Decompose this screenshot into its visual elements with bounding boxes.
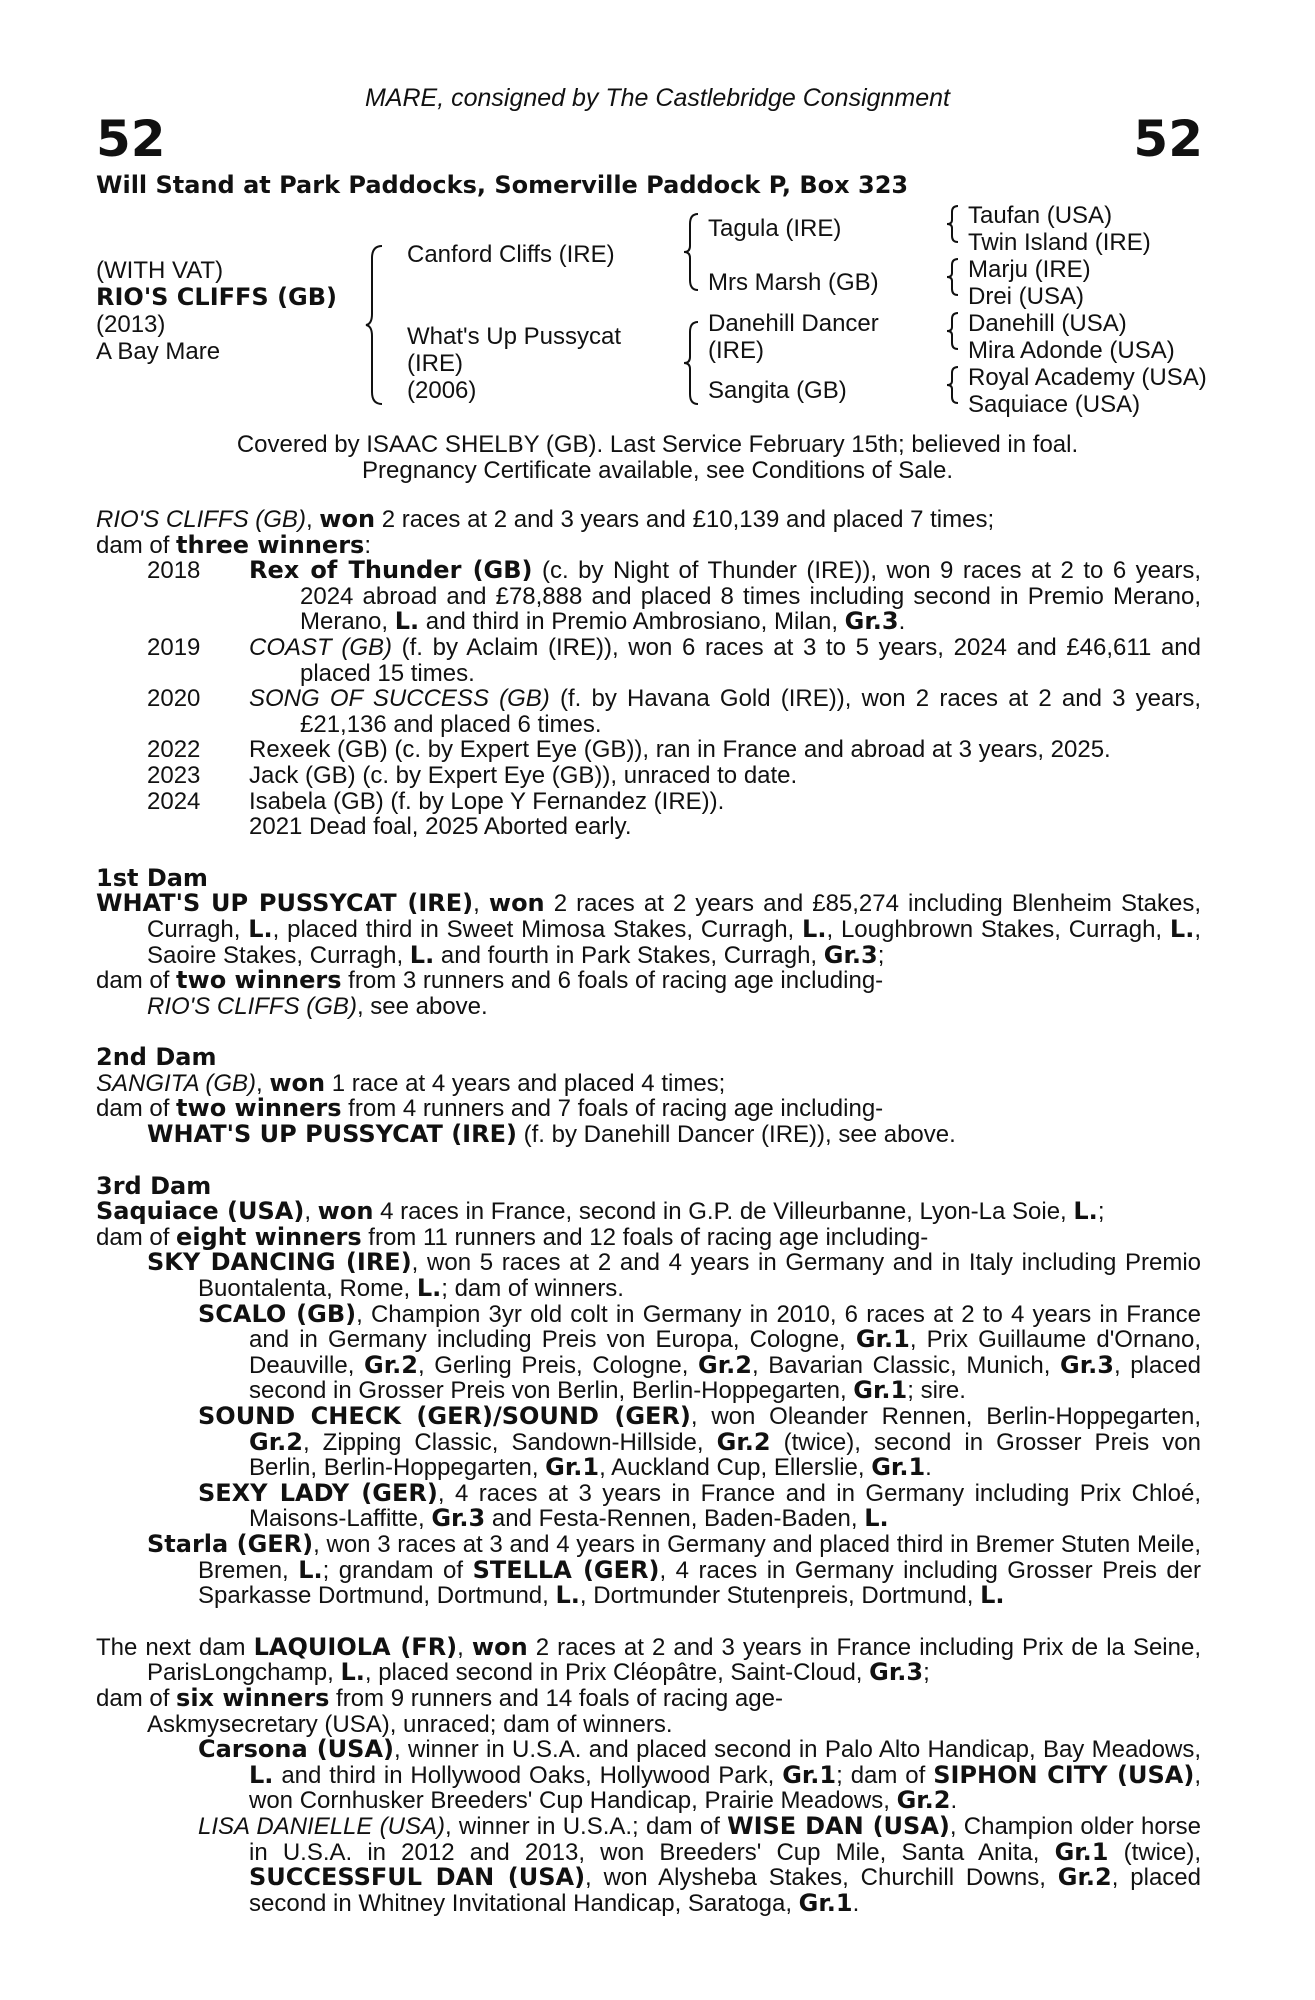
horse-description: A Bay Mare: [96, 338, 221, 365]
brace-g4: [944, 365, 964, 405]
third-dam-record: Saquiace (USA), won 4 races in France, second in G.P. de Villeurbanne, Lyon-La Soie, L.;: [96, 1197, 1105, 1226]
pedigree-g2: Twin Island (IRE): [968, 229, 1151, 256]
pedigree-sire: Canford Cliffs (IRE): [407, 241, 615, 268]
pedigree-dam-line1: What's Up Pussycat: [407, 323, 621, 350]
covered-note: [0, 432, 1315, 484]
next-dam-record: The next dam LAQUIOLA (FR), won 2 races at 2 and 3 years in France including Prix de la Seine, ParisLongchamp, L., placed second in Prix Cléopâtre, Saint-Cloud, Gr.3;: [96, 1632, 1201, 1687]
produce-note: 2021 Dead foal, 2025 Aborted early.: [249, 813, 632, 841]
first-dam-dam-of: dam of two winners from 3 runners and 6 foals of racing age including-: [96, 966, 884, 995]
pedigree-g6: Mira Adonde (USA): [968, 337, 1175, 364]
covered-line1: Covered by ISAAC SHELBY (GB). Last Service February 15th; believed in foal.: [236, 431, 1079, 458]
offspring-sexy-lady: SEXY LADY (GER), 4 races at 3 years in France and in Germany including Prix Chloé, Maisons-Laffitte, Gr.3 and Festa-Rennen, Baden-Baden, L.: [198, 1478, 1201, 1533]
produce-item-2020: 2020 SONG OF SUCCESS (GB) (f. by Havana Gold (IRE)), won 2 races at 2 and 3 years, £21,136 and placed 6 times.: [147, 685, 1201, 738]
offspring-carsona: Carsona (USA), winner in U.S.A. and placed second in Palo Alto Handicap, Bay Meadows, L. and third in Hollywood Oaks, Hollywood Park, Gr.1; dam of SIPHON CITY (USA), won Cornhusker Breeders' Cup Handicap, Prairie Meadows, Gr.2.: [198, 1735, 1202, 1815]
produce-dam-of: dam of three winners:: [96, 530, 371, 559]
produce-item-2024: 2024 Isabela (GB) (f. by Lope Y Fernandez (IRE)).: [147, 787, 725, 815]
pedigree-sire-dam: Mrs Marsh (GB): [708, 269, 879, 296]
pedigree-g4: Drei (USA): [968, 283, 1085, 310]
offspring-scalo: SCALO (GB), Champion 3yr old colt in Germany in 2010, 6 races at 2 to 4 years in France and in Germany including Preis von Europa, Cologne, Gr.1, Prix Guillaume d'Ornano, Deauville, Gr.2, Gerling Preis, Cologne, Gr.2, Bavarian Classic, Munich, Gr.3, placed second in Grosser Preis von Berlin, Berlin-Hoppegarten, Gr.1; sire.: [198, 1299, 1202, 1405]
pedigree-brace-main: [364, 244, 388, 406]
pedigree-g5: Danehill (USA): [968, 310, 1127, 337]
pedigree-dam-sire-line2: (IRE): [708, 337, 764, 364]
first-dam-record: WHAT'S UP PUSSYCAT (IRE), won 2 races at 2 years and £85,274 including Blenheim Stakes, Curragh, L., placed third in Sweet Mimosa Stakes, Curragh, L., Loughbrown Stakes, Curragh, L., Saoire Stakes, Curragh, L. and fourth in Park Stakes, Curragh, Gr.3;: [96, 889, 1202, 969]
offspring-sound-check: SOUND CHECK (GER)/SOUND (GER), won Oleander Rennen, Berlin-Hoppegarten, Gr.2, Zipping Classic, Sandown-Hillside, Gr.2 (twice), second in Grosser Preis von Berlin, Berlin-Hoppegarten, Gr.1, Auckland Cup, Ellerslie, Gr.1.: [198, 1402, 1201, 1482]
pedigree-dam-line3: (2006): [407, 377, 477, 404]
next-dam-dam-of: dam of six winners from 9 runners and 14 foals of racing age-: [96, 1683, 783, 1712]
second-dam-dam-of: dam of two winners from 4 runners and 7 foals of racing age including-: [96, 1094, 884, 1123]
pedigree-dam-line2: (IRE): [407, 350, 463, 377]
brace-g3: [944, 311, 964, 351]
produce-item-2022: 2022 Rexeek (GB) (c. by Expert Eye (GB)), ran in France and abroad at 3 years, 2025.: [147, 736, 1111, 764]
pedigree-g8: Saquiace (USA): [968, 391, 1141, 418]
lot-number-left: 52: [96, 110, 166, 168]
first-dam-heading: 1st Dam: [96, 863, 208, 892]
pedigree-dam-dam: Sangita (GB): [708, 377, 847, 404]
pedigree-brace-sire: [682, 212, 704, 292]
second-dam-record: SANGITA (GB), won 1 race at 4 years and placed 4 times;: [96, 1068, 726, 1097]
third-dam-heading: 3rd Dam: [96, 1171, 212, 1200]
pedigree-sire-sire: Tagula (IRE): [708, 215, 842, 242]
produce-intro: RIO'S CLIFFS (GB), won 2 races at 2 and 3 years and £10,139 and placed 7 times;: [96, 505, 995, 533]
horse-year: (2013): [96, 311, 166, 338]
produce-item-2018: 2018 Rex of Thunder (GB) (c. by Night of Thunder (IRE)), won 9 races at 2 to 6 years, 2024 abroad and £78,888 and placed 8 times including second in Premio Merano, Merano, L. and third in Premio Ambrosiano, Milan, Gr.3.: [147, 556, 1201, 636]
brace-g1: [944, 204, 964, 244]
brace-g2: [944, 257, 964, 297]
stand-location: Will Stand at Park Paddocks, Somerville Paddock P, Box 323: [96, 171, 909, 199]
produce-item-2019: 2019 COAST (GB) (f. by Aclaim (IRE)), won 6 races at 3 to 5 years, 2024 and £46,611 and placed 15 times.: [147, 633, 1202, 687]
covered-line2: Pregnancy Certificate available, see Conditions of Sale.: [362, 457, 953, 484]
vat-note: (WITH VAT): [96, 257, 224, 284]
offspring-askmysecretary: Askmysecretary (USA), unraced; dam of winners.: [147, 1710, 673, 1738]
offspring-starla: Starla (GER), won 3 races at 3 and 4 years in Germany and placed third in Bremer Stuten Meile, Bremen, L.; grandam of STELLA (GER), 4 races in Germany including Grosser Preis der Sparkasse Dortmund, Dortmund, L., Dortmunder Stutenpreis, Dortmund, L.: [147, 1529, 1202, 1610]
produce-item-2023: 2023 Jack (GB) (c. by Expert Eye (GB)), unraced to date.: [147, 761, 798, 789]
consignor-line: MARE, consigned by The Castlebridge Consignment: [364, 84, 951, 112]
horse-name: RIO'S CLIFFS (GB): [96, 283, 337, 311]
offspring-lisa-danielle: LISA DANIELLE (USA), winner in U.S.A.; dam of WISE DAN (USA), Champion older horse in U.S.A. in 2012 and 2013, won Breeders' Cup Mile, Santa Anita, Gr.1 (twice), SUCCESSFUL DAN (USA), won Alysheba Stakes, Churchill Downs, Gr.2, placed second in Whitney Invitational Handicap, Saratoga, Gr.1.: [198, 1811, 1202, 1917]
pedigree-dam-sire-line1: Danehill Dancer: [708, 310, 879, 337]
pedigree-g3: Marju (IRE): [968, 256, 1091, 283]
second-dam-offspring: WHAT'S UP PUSSYCAT (IRE) (f. by Danehill Dancer (IRE)), see above.: [147, 1120, 956, 1149]
lot-number-right: 52: [1133, 110, 1203, 168]
second-dam-heading: 2nd Dam: [96, 1043, 217, 1072]
pedigree-g7: Royal Academy (USA): [968, 364, 1207, 391]
pedigree-brace-dam: [682, 320, 704, 406]
third-dam-dam-of: dam of eight winners from 11 runners and 12 foals of racing age including-: [96, 1222, 929, 1251]
offspring-sky-dancing: SKY DANCING (IRE), won 5 races at 2 and 4 years in Germany and in Italy including Premio Buontalenta, Rome, L.; dam of winners.: [147, 1248, 1202, 1303]
pedigree-g1: Taufan (USA): [968, 202, 1113, 229]
catalogue-body: [96, 507, 1201, 1916]
first-dam-offspring: RIO'S CLIFFS (GB), see above.: [147, 992, 488, 1020]
